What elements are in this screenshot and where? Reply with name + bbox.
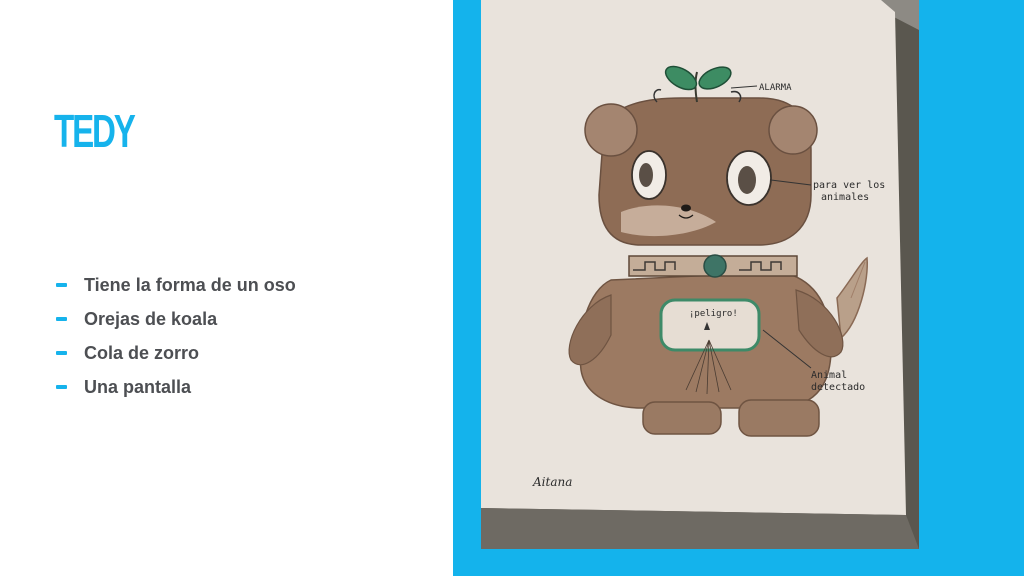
- bear-drawing: [481, 0, 919, 549]
- collar-gem: [704, 255, 726, 277]
- animal-label-line1: Animal: [811, 370, 848, 381]
- signature: Aitana: [533, 475, 573, 489]
- list-item: [56, 336, 296, 370]
- screen-label: ¡peligro!: [689, 309, 738, 319]
- alarm-label: ALARMA: [759, 83, 792, 93]
- slide-title: TEDY: [54, 105, 134, 157]
- list-item: [56, 268, 296, 302]
- eyes-label-line2: animales: [821, 192, 870, 203]
- bullet-dash-icon: [56, 351, 67, 355]
- left-ear: [585, 104, 637, 156]
- bullet-text: Tiene la forma de un oso: [84, 274, 296, 295]
- right-ear: [769, 106, 817, 154]
- list-item: [56, 370, 296, 404]
- bullet-list: [56, 268, 296, 404]
- bullet-dash-icon: [56, 283, 67, 287]
- right-foot: [739, 400, 819, 436]
- nose: [681, 205, 691, 212]
- bullet-dash-icon: [56, 317, 67, 321]
- eyes-label-line1: para ver los: [813, 180, 886, 191]
- bullet-text: Orejas de koala: [84, 308, 218, 329]
- bullet-text: Una pantalla: [84, 376, 192, 397]
- blue-panel: [453, 0, 1024, 576]
- animal-label-line2: detectado: [811, 382, 866, 393]
- drawing-photo: [481, 0, 919, 549]
- bullet-dash-icon: [56, 385, 67, 389]
- list-item: [56, 302, 296, 336]
- bullet-text: Cola de zorro: [84, 342, 200, 363]
- left-foot: [643, 402, 721, 434]
